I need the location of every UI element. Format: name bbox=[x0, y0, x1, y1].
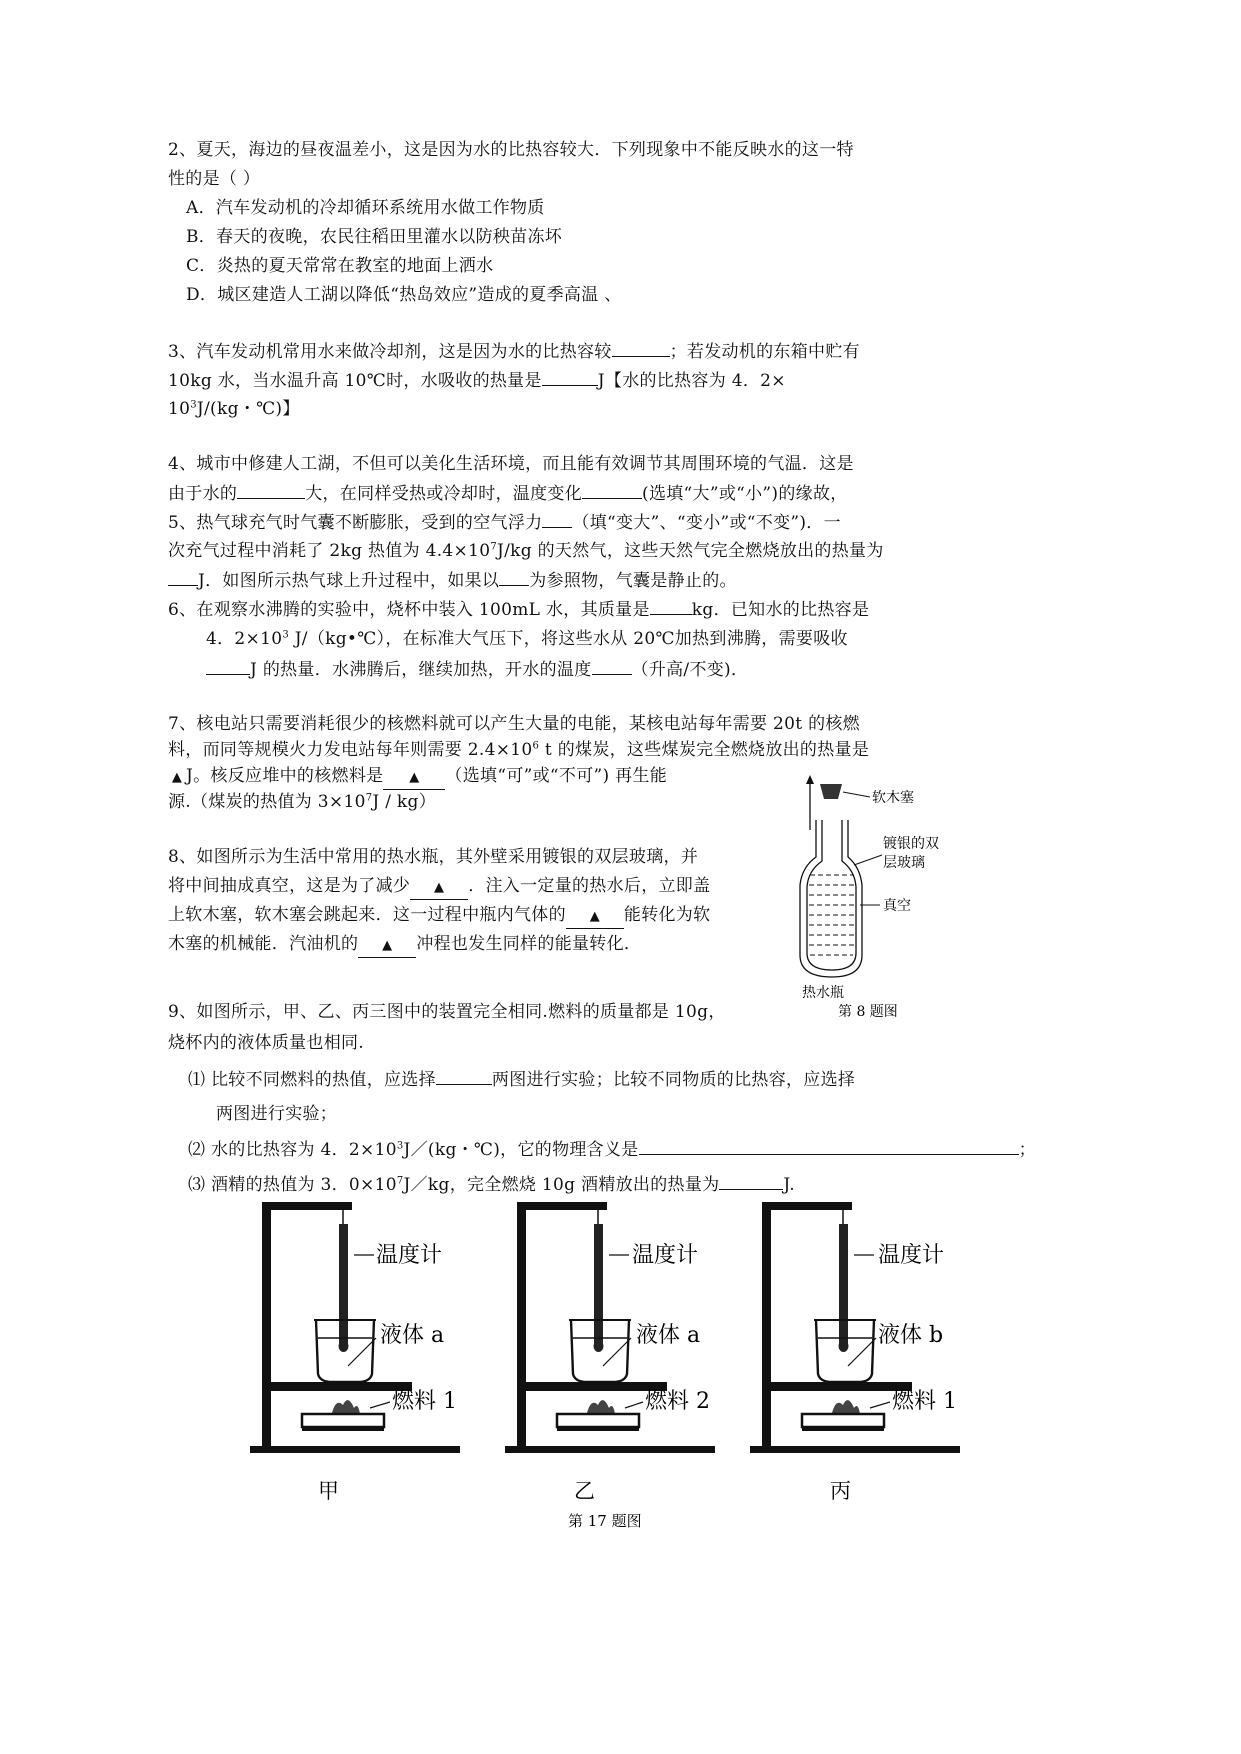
q2-option-c: C．炎热的夏天常常在教室的地面上洒水 bbox=[186, 256, 494, 276]
answer-blank bbox=[719, 1173, 783, 1190]
answer-blank bbox=[436, 1068, 492, 1085]
answer-blank bbox=[639, 1138, 1019, 1155]
label-fuel: 燃料 2 bbox=[645, 1389, 710, 1414]
label-bing: 丙 bbox=[830, 1479, 851, 1503]
setup-bing bbox=[750, 1202, 960, 1503]
q5-text: J/kg 的天然气，这些天然气完全燃烧放出的热量为 bbox=[497, 541, 884, 561]
q8-text: 将中间抽成真空，这是为了减少 bbox=[168, 876, 411, 896]
q8-line3 bbox=[168, 904, 710, 929]
answer-triangle: ▲ bbox=[566, 906, 624, 929]
q7-text: 源.（煤炭的热值为 3×10 bbox=[168, 792, 366, 812]
q7-line2 bbox=[168, 739, 869, 761]
q5-line3 bbox=[168, 569, 737, 592]
q9-text: J／(kg・℃)，它的物理含义是 bbox=[403, 1140, 639, 1160]
q9-line1: 9、如图所示，甲、乙、丙三图中的装置完全相同.燃料的质量都是 10g， bbox=[168, 1002, 726, 1022]
superscript: 3 bbox=[396, 1140, 404, 1152]
label-thermometer: 温度计 bbox=[878, 1243, 945, 1268]
figure-caption-8: 第 8 题图 bbox=[838, 1004, 898, 1020]
answer-blank bbox=[592, 658, 632, 675]
q5-line1 bbox=[168, 511, 841, 534]
q9-sub2 bbox=[188, 1138, 1036, 1161]
answer-blank bbox=[612, 340, 670, 357]
thermos-inner-wall bbox=[807, 820, 856, 970]
q5-text: 为参照物，气囊是静止的。 bbox=[529, 571, 737, 591]
q3-text: J【水的比热容为 4．2× bbox=[597, 371, 786, 391]
q4-text: 大，在同样受热或冷却时，温度变化 bbox=[305, 484, 583, 504]
label-liquid: 液体 b bbox=[878, 1323, 944, 1348]
q5-text: 次充气过程中消耗了 2kg 热值为 4.4×10 bbox=[168, 541, 491, 561]
q9-text: J. bbox=[783, 1175, 795, 1195]
q8-line4 bbox=[168, 933, 641, 958]
cork-shape bbox=[820, 784, 842, 799]
answer-blank bbox=[499, 569, 529, 586]
q4-text: (选填“大”或“小”)的缘故， bbox=[642, 484, 848, 504]
answer-blank bbox=[206, 658, 250, 675]
q2-stem-line2: 性的是（ ） bbox=[168, 169, 261, 189]
arrow-head-icon bbox=[806, 775, 814, 784]
setup-yi bbox=[505, 1202, 715, 1503]
q6-line3 bbox=[206, 658, 748, 681]
thermos-outer-wall bbox=[800, 820, 862, 977]
q4-text: 由于水的 bbox=[168, 484, 238, 504]
water-dashes bbox=[809, 875, 854, 955]
label-liquid: 液体 a bbox=[380, 1323, 445, 1348]
q9-sub1-line1 bbox=[188, 1068, 855, 1091]
q3-line2 bbox=[168, 369, 786, 392]
q3-text: 10 bbox=[168, 399, 191, 419]
label-glass-line1: 镀银的双 bbox=[883, 836, 939, 852]
figure-caption-17: 第 17 题图 bbox=[568, 1512, 642, 1530]
q8-text: 上软木塞，软木塞会跳起来．这一过程中瓶内气体的 bbox=[168, 905, 566, 925]
superscript: 7 bbox=[365, 792, 373, 804]
apparatus-figure bbox=[240, 1198, 980, 1538]
superscript: 3 bbox=[282, 629, 289, 641]
q7-text: 料，而同等规模火力发电站每年则需要 2.4×10 bbox=[168, 740, 533, 760]
q7-text: （选填“可”或“不可”) 再生能 bbox=[445, 766, 668, 786]
answer-blank bbox=[168, 569, 198, 586]
label-liquid: 液体 a bbox=[636, 1323, 701, 1348]
superscript: 6 bbox=[532, 740, 540, 752]
q3-line1 bbox=[168, 340, 860, 363]
q4-line1: 4、城市中修建人工湖，不但可以美化生活环境，而且能有效调节其周围环境的气温．这是 bbox=[168, 454, 854, 474]
q2-option-b: B．春天的夜晚，农民往稻田里灌水以防秧苗冻坏 bbox=[186, 227, 563, 247]
q6-text: 4．2×10 bbox=[206, 629, 283, 649]
label-fuel: 燃料 1 bbox=[392, 1389, 457, 1414]
q7-line1: 7、核电站只需要消耗很少的核燃料就可以产生大量的电能，某核电站每年需要 20t 的核燃 bbox=[168, 714, 860, 734]
q6-line2 bbox=[206, 628, 848, 650]
q8-text: ．注入一定量的热水后，立即盖 bbox=[468, 876, 711, 896]
q7-line4 bbox=[168, 791, 436, 813]
label-cork: 软木塞 bbox=[872, 790, 914, 806]
label-jia: 甲 bbox=[318, 1479, 339, 1503]
q6-text: （升高/不变)． bbox=[631, 660, 749, 680]
q9-text: 两图进行实验；比较不同物质的比热容，应选择 bbox=[491, 1070, 856, 1090]
q6-text: 6、在观察水沸腾的实验中，烧杯中装入 100mL 水，其质量是 bbox=[168, 600, 650, 620]
q7-text: t 的煤炭，这些煤炭完全燃烧放出的热量是 bbox=[539, 740, 870, 760]
answer-triangle: ▲ bbox=[171, 770, 183, 785]
label-thermometer: 温度计 bbox=[376, 1243, 443, 1268]
superscript: 7 bbox=[490, 541, 497, 553]
q5-line2 bbox=[168, 540, 884, 562]
setup-jia bbox=[250, 1202, 460, 1503]
answer-blank bbox=[582, 482, 642, 499]
q9-text: ； bbox=[1018, 1140, 1036, 1160]
q8-line1: 8、如图所示为生活中常用的热水瓶，其外壁采用镀银的双层玻璃，并 bbox=[168, 847, 699, 867]
q3-text: ；若发动机的东箱中贮有 bbox=[669, 342, 860, 362]
q8-line2 bbox=[168, 875, 710, 900]
q2-option-d: D．城区建造人工湖以降低“热岛效应”造成的夏季高温 、 bbox=[186, 285, 622, 305]
glass-leader bbox=[854, 855, 882, 865]
q2-stem-line1: 2、夏天，海边的昼夜温差小，这是因为水的比热容较大．下列现象中不能反映水的这一特 bbox=[168, 140, 854, 160]
q3-text: J/(kg・℃)】 bbox=[196, 399, 300, 419]
label-glass-line2: 层玻璃 bbox=[883, 855, 925, 871]
q9-sub3 bbox=[188, 1173, 795, 1196]
q5-text: J．如图所示热气球上升过程中，如果以 bbox=[198, 571, 500, 591]
q7-line3 bbox=[168, 765, 667, 790]
q3-text: 10kg 水，当水温升高 10℃时，水吸收的热量是 bbox=[168, 371, 542, 391]
answer-triangle: ▲ bbox=[383, 767, 445, 790]
q9-text: J／kg，完全燃烧 10g 酒精放出的热量为 bbox=[403, 1175, 720, 1195]
q9-text: ⑶ 酒精的热值为 3．0×10 bbox=[188, 1175, 397, 1195]
q2-option-a: A．汽车发动机的冷却循环系统用水做工作物质 bbox=[186, 198, 545, 218]
q9-line2: 烧杯内的液体质量也相同. bbox=[168, 1033, 365, 1053]
answer-triangle: ▲ bbox=[410, 877, 468, 900]
superscript: 3 bbox=[190, 399, 197, 411]
cork-leader bbox=[843, 792, 870, 797]
q8-text: 冲程也发生同样的能量转化． bbox=[416, 934, 642, 954]
label-vacuum: 真空 bbox=[883, 898, 911, 914]
q9-sub1-line2: 两图进行实验； bbox=[216, 1104, 338, 1124]
q4-line2 bbox=[168, 482, 848, 505]
q6-text: kg．已知水的比热容是 bbox=[691, 600, 870, 620]
thermos-figure bbox=[780, 775, 960, 1020]
answer-triangle: ▲ bbox=[358, 935, 416, 958]
q3-line3 bbox=[168, 398, 300, 420]
q9-text: ⑴ 比较不同燃料的热值，应选择 bbox=[188, 1070, 436, 1090]
answer-blank bbox=[237, 482, 305, 499]
q6-line1 bbox=[168, 598, 869, 621]
label-yi: 乙 bbox=[574, 1479, 595, 1503]
answer-blank bbox=[542, 511, 572, 528]
q8-text: 木塞的机械能．汽油机的 bbox=[168, 934, 359, 954]
q5-text: 5、热气球充气时气囊不断膨胀，受到的空气浮力 bbox=[168, 513, 543, 533]
answer-blank bbox=[542, 369, 598, 386]
q3-text: 3、汽车发动机常用水来做冷却剂，这是因为水的比热容较 bbox=[168, 342, 612, 362]
label-fuel: 燃料 1 bbox=[892, 1389, 957, 1414]
q7-text: J。核反应堆中的核燃料是 bbox=[186, 766, 384, 786]
q8-text: 能转化为软 bbox=[623, 905, 711, 925]
label-thermos: 热水瓶 bbox=[802, 985, 844, 1001]
q7-text: J / kg） bbox=[372, 792, 437, 812]
q6-text: J/（kg•℃），在标准大气压下，将这些水从 20℃加热到沸腾，需要吸收 bbox=[288, 629, 848, 649]
q9-text: ⑵ 水的比热容为 4．2×10 bbox=[188, 1140, 397, 1160]
answer-blank bbox=[650, 598, 692, 615]
q5-text: （填“变大”、“变小”或“不变”)．一 bbox=[572, 513, 841, 533]
label-thermometer: 温度计 bbox=[632, 1243, 699, 1268]
q6-text: J 的热量．水沸腾后，继续加热，开水的温度 bbox=[250, 660, 592, 680]
superscript: 7 bbox=[396, 1175, 404, 1187]
